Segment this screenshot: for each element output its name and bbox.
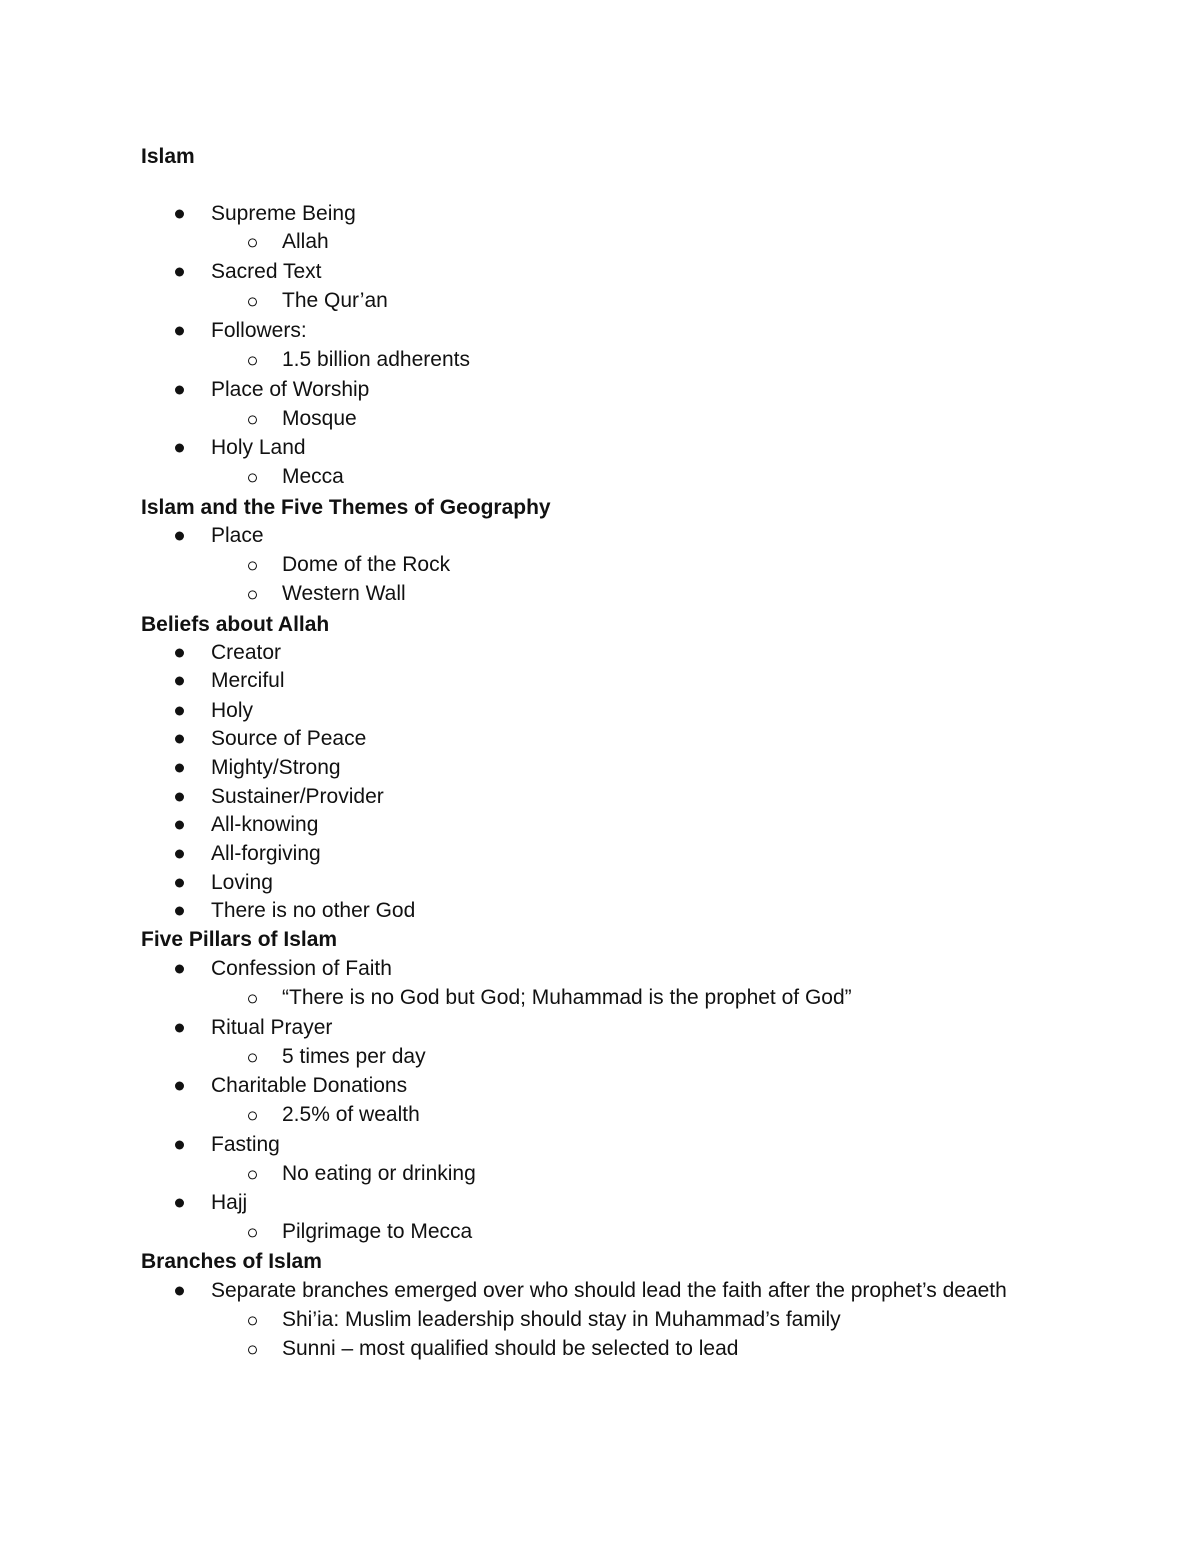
list-item: Place bbox=[211, 524, 264, 547]
list-item: Fasting bbox=[211, 1133, 280, 1156]
list-item: Confession of Faith bbox=[211, 957, 392, 980]
bullet-disc-icon bbox=[175, 793, 184, 802]
sub-list-item: Pilgrimage to Mecca bbox=[282, 1220, 473, 1243]
list-item: Source of Peace bbox=[211, 727, 367, 750]
sub-list-item: 1.5 billion adherents bbox=[282, 348, 470, 371]
sub-list-item: Mecca bbox=[282, 465, 344, 488]
list-item: Merciful bbox=[211, 669, 285, 692]
bullet-disc-icon bbox=[175, 735, 184, 744]
bullet-disc-icon bbox=[175, 707, 184, 716]
sub-list-item: “There is no God but God; Muhammad is the prophet of God” bbox=[282, 986, 852, 1009]
list-item: Holy Land bbox=[211, 436, 306, 459]
bullet-disc-icon bbox=[175, 677, 184, 686]
bullet-disc-icon bbox=[175, 879, 184, 888]
section-heading: Islam and the Five Themes of Geography bbox=[141, 496, 551, 519]
list-item: Sacred Text bbox=[211, 260, 322, 283]
section-heading: Branches of Islam bbox=[141, 1250, 322, 1273]
bullet-circle-icon bbox=[248, 1053, 257, 1062]
bullet-circle-icon bbox=[248, 1228, 257, 1237]
bullet-disc-icon bbox=[175, 965, 184, 974]
list-item: There is no other God bbox=[211, 899, 416, 922]
sub-list-item: Western Wall bbox=[282, 582, 406, 605]
sub-list-item: No eating or drinking bbox=[282, 1162, 476, 1185]
bullet-circle-icon bbox=[248, 590, 257, 599]
list-item: All-forgiving bbox=[211, 842, 321, 865]
bullet-disc-icon bbox=[175, 268, 184, 277]
list-item: Charitable Donations bbox=[211, 1074, 408, 1097]
list-item: Supreme Being bbox=[211, 202, 356, 225]
sub-list-item: 5 times per day bbox=[282, 1045, 426, 1068]
bullet-circle-icon bbox=[248, 238, 257, 247]
sub-list-item: The Qur’an bbox=[282, 289, 388, 312]
list-item: Loving bbox=[211, 871, 273, 894]
page-title: Islam bbox=[141, 145, 195, 168]
bullet-disc-icon bbox=[175, 649, 184, 658]
list-item: Ritual Prayer bbox=[211, 1016, 333, 1039]
bullet-disc-icon bbox=[175, 850, 184, 859]
list-item: Sustainer/Provider bbox=[211, 785, 384, 808]
bullet-circle-icon bbox=[248, 1111, 257, 1120]
list-item: Mighty/Strong bbox=[211, 756, 341, 779]
section-heading: Five Pillars of Islam bbox=[141, 928, 338, 951]
section-heading: Beliefs about Allah bbox=[141, 613, 330, 636]
bullet-circle-icon bbox=[248, 1170, 257, 1179]
list-item: Hajj bbox=[211, 1191, 248, 1214]
bullet-disc-icon bbox=[175, 821, 184, 830]
list-item: Followers: bbox=[211, 319, 307, 342]
bullet-circle-icon bbox=[248, 297, 257, 306]
bullet-disc-icon bbox=[175, 210, 184, 219]
list-item: Holy bbox=[211, 699, 254, 722]
bullet-circle-icon bbox=[248, 415, 257, 424]
bullet-circle-icon bbox=[248, 1345, 257, 1354]
bullet-disc-icon bbox=[175, 764, 184, 773]
bullet-disc-icon bbox=[175, 1024, 184, 1033]
bullet-disc-icon bbox=[175, 1082, 184, 1091]
bullet-disc-icon bbox=[175, 1287, 184, 1296]
list-item: Place of Worship bbox=[211, 378, 370, 401]
bullet-disc-icon bbox=[175, 1199, 184, 1208]
sub-list-item: Allah bbox=[282, 230, 329, 253]
bullet-disc-icon bbox=[175, 907, 184, 916]
bullet-disc-icon bbox=[175, 444, 184, 453]
bullet-disc-icon bbox=[175, 327, 184, 336]
list-item: All-knowing bbox=[211, 813, 319, 836]
sub-list-item: Dome of the Rock bbox=[282, 553, 451, 576]
list-item: Creator bbox=[211, 641, 282, 664]
sub-list-item: Mosque bbox=[282, 407, 357, 430]
bullet-disc-icon bbox=[175, 532, 184, 541]
sub-list-item: 2.5% of wealth bbox=[282, 1103, 420, 1126]
bullet-circle-icon bbox=[248, 356, 257, 365]
bullet-circle-icon bbox=[248, 1316, 257, 1325]
list-item: Separate branches emerged over who should lead the faith after the prophet’s deaeth bbox=[211, 1279, 1007, 1302]
sub-list-item: Shi’ia: Muslim leadership should stay in Muhammad’s family bbox=[282, 1308, 841, 1331]
bullet-circle-icon bbox=[248, 994, 257, 1003]
bullet-disc-icon bbox=[175, 1141, 184, 1150]
bullet-disc-icon bbox=[175, 386, 184, 395]
sub-list-item: Sunni – most qualified should be selected to lead bbox=[282, 1337, 739, 1360]
bullet-circle-icon bbox=[248, 561, 257, 570]
bullet-circle-icon bbox=[248, 473, 257, 482]
